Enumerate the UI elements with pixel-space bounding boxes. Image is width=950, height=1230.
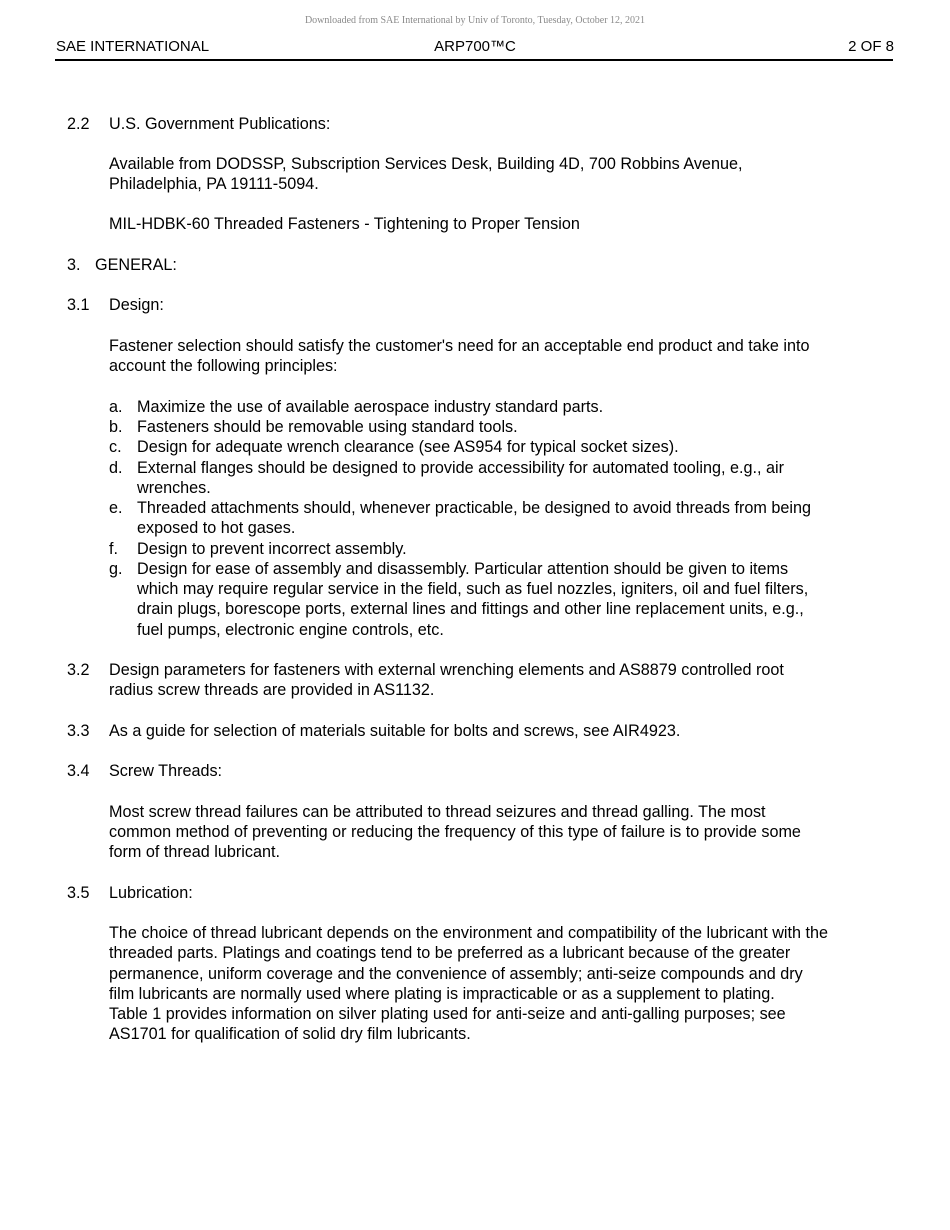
section-3-1-intro-line: Fastener selection should satisfy the customer's need for an acceptable end product and take into — [109, 337, 810, 355]
section-3-2-text-line: radius screw threads are provided in AS1132. — [109, 681, 435, 699]
section-3-3-number: 3.3 — [67, 722, 90, 740]
section-2-2-reference: MIL-HDBK-60 Threaded Fasteners - Tightening to Proper Tension — [109, 215, 580, 233]
list-item-letter: a. — [109, 398, 123, 416]
section-3-title: GENERAL: — [95, 256, 177, 274]
section-3-number: 3. — [67, 256, 81, 274]
list-item: Design to prevent incorrect assembly. — [137, 540, 407, 558]
section-3-2-number: 3.2 — [67, 661, 90, 679]
header-document-id: ARP700™C — [434, 38, 516, 55]
list-item: External flanges should be designed to provide accessibility for automated tooling, e.g., air — [137, 459, 784, 477]
section-3-4-text-line: Most screw thread failures can be attributed to thread seizures and thread galling. The most — [109, 803, 766, 821]
header-publisher: SAE INTERNATIONAL — [56, 38, 210, 55]
list-item-letter: f. — [109, 540, 118, 558]
section-3-4-number: 3.4 — [67, 762, 90, 780]
list-item-continuation: fuel pumps, electronic engine controls, etc. — [137, 621, 444, 639]
section-3-5-text-line: AS1701 for qualification of solid dry film lubricants. — [109, 1025, 471, 1043]
section-3-5-text-line: permanence, uniform coverage and the convenience of assembly; anti-seize compounds and dry — [109, 965, 803, 983]
section-3-5-text-line: The choice of thread lubricant depends on the environment and compatibility of the lubricant with the — [109, 924, 828, 942]
section-3-5-text-line: film lubricants are normally used where plating is impracticable or as a supplement to plating. — [109, 985, 775, 1003]
list-item-letter: d. — [109, 459, 123, 477]
section-3-5-title: Lubrication: — [109, 884, 193, 902]
section-3-1-intro-line: account the following principles: — [109, 357, 338, 375]
section-2-2-text-line: Philadelphia, PA 19111-5094. — [109, 175, 319, 193]
list-item-letter: b. — [109, 418, 123, 436]
list-item-letter: c. — [109, 438, 122, 456]
list-item: Design for adequate wrench clearance (see AS954 for typical socket sizes). — [137, 438, 679, 456]
list-item: Threaded attachments should, whenever practicable, be designed to avoid threads from being — [137, 499, 811, 517]
list-item-continuation: which may require regular service in the field, such as fuel nozzles, igniters, oil and fuel filters, — [137, 580, 809, 598]
section-2-2-text-line: Available from DODSSP, Subscription Services Desk, Building 4D, 700 Robbins Avenue, — [109, 155, 743, 173]
section-3-1-title: Design: — [109, 296, 164, 314]
header-rule — [55, 59, 893, 61]
section-3-5-text-line: threaded parts. Platings and coatings tend to be preferred as a lubricant because of the greater — [109, 944, 791, 962]
section-3-5-number: 3.5 — [67, 884, 90, 902]
list-item-continuation: wrenches. — [137, 479, 211, 497]
list-item: Fasteners should be removable using standard tools. — [137, 418, 518, 436]
list-item-letter: e. — [109, 499, 123, 517]
section-2-2-number: 2.2 — [67, 115, 90, 133]
list-item: Maximize the use of available aerospace industry standard parts. — [137, 398, 604, 416]
section-3-4-text-line: common method of preventing or reducing the frequency of this type of failure is to provide some — [109, 823, 801, 841]
list-item: Design for ease of assembly and disassembly. Particular attention should be given to items — [137, 560, 789, 578]
header-page-number: 2 OF 8 — [848, 38, 894, 55]
list-item-continuation: exposed to hot gases. — [137, 519, 296, 537]
section-3-2-text-line: Design parameters for fasteners with external wrenching elements and AS8879 controlled root — [109, 661, 784, 679]
list-item-continuation: drain plugs, borescope ports, external lines and fittings and other line replacement units, e.g., — [137, 600, 804, 618]
section-3-5-text-line: Table 1 provides information on silver plating used for anti-seize and anti-galling purposes; see — [109, 1005, 786, 1023]
download-watermark: Downloaded from SAE International by Univ of Toronto, Tuesday, October 12, 2021 — [304, 15, 646, 26]
section-3-4-text-line: form of thread lubricant. — [109, 843, 280, 861]
section-3-3-text-line: As a guide for selection of materials suitable for bolts and screws, see AIR4923. — [109, 722, 681, 740]
section-3-4-title: Screw Threads: — [109, 762, 223, 780]
section-2-2-title: U.S. Government Publications: — [109, 115, 331, 133]
list-item-letter: g. — [109, 560, 123, 578]
section-3-1-number: 3.1 — [67, 296, 90, 314]
